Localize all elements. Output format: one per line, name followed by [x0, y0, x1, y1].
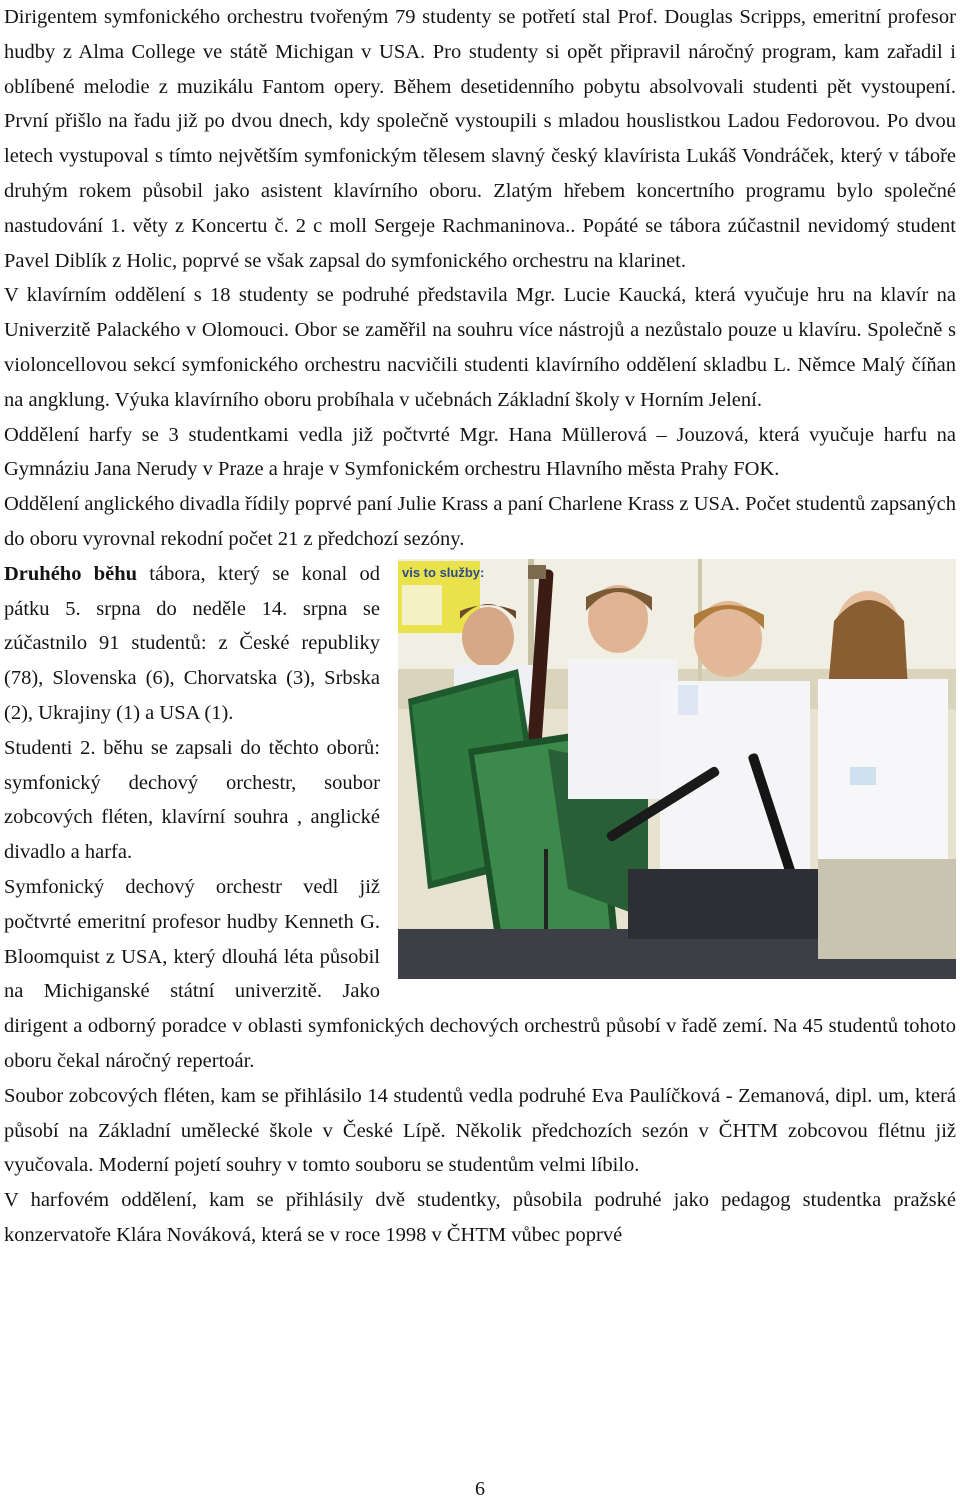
- sign-text: vis to služby:: [402, 564, 485, 580]
- document-page: [4, 0, 956, 1253]
- paragraph-harp-department: Oddělení harfy se 3 studentkami vedla již počtvrté Mgr. Hana Müllerová – Jouzová, která vyučuje harfu na Gymnáziu Jana Nerudy v Praze a hraje v Symfonickém orchestru Hlavního města Prahy FOK.: [4, 423, 956, 481]
- paragraph-piano-department: V klavírním oddělení s 18 studenty se podruhé představila Mgr. Lucie Kaucká, která vyučuje hru na klavír na Univerzitě Palackého v Olomouci. Obor se zaměřil na souhru více nástrojů a nezůstalo pouze u klavíru. Společně s violoncellovou sekcí symfonického orchestru nacvičili studenti klavírního oddělení skladbu L. Němce Malý číňan na angklung. Výuka klavírního oboru probíhala v učebnách Základní školy v Horním Jelení.: [4, 284, 956, 411]
- paragraph-english-theatre: Oddělení anglického divadla řídily poprvé paní Julie Krass a paní Charlene Krass z USA. Počet studentů zapsaných do oboru vyrovnal rekodní počet 21 z předchozí sezóny.: [4, 493, 956, 550]
- second-run-text: tábora, který se konal od pátku 5. srpna do neděle 14. srpna se zúčastnilo 91 studentů: z České republiky (78), Slovenska (6), Chorvatska (3), Srbska (2), Ukrajiny (1) a USA (1).: [4, 562, 380, 724]
- orchestra-photo: [398, 559, 956, 979]
- page-number: 6: [475, 1478, 485, 1500]
- paragraph-harp-section: V harfovém oddělení, kam se přihlásily dvě studentky, působila podruhé jako pedagog studentka pražské konzervatoře Klára Nováková, která se v roce 1998 v ČHTM vůbec poprvé: [4, 1189, 956, 1246]
- paragraph-recorder-ensemble: Soubor zobcových fléten, kam se přihlásilo 14 studentů vedla podruhé Eva Paulíčková - Zemanová, dipl. um, která působí na Základní umělecké škole v České Lípě. Několik předchozích sezón v ČHTM zobcovou flétnu již vyučovala. Moderní pojetí souhry v tomto souboru se studentům velmi líbilo.: [4, 1084, 956, 1177]
- second-run-heading: Druhého běhu: [4, 562, 138, 585]
- paragraph-second-run-fields: Studenti 2. běhu se zapsali do těchto oborů: symfonický dechový orchestr, soubor zobcových fléten, klavírní souhra , anglické divadlo a harfa.: [4, 736, 380, 864]
- paragraph-wind-orchestra: Symfonický dechový orchestr vedl již počtvrté emeritní profesor hudby Kenneth G. Bloomquist z USA, který dlouhá léta působil na Michiganské státní univerzitě. Jako dirigent a odborný poradce v oblasti symfonických dechových orchestrů působí v řadě zemí. Na 45 studentů tohoto oboru čekal náročný repertoár.: [4, 875, 956, 1072]
- paragraph-symphony-orchestra: Dirigentem symfonického orchestru tvořeným 79 studenty se potřetí stal Prof. Douglas Scripps, emeritní profesor hudby z Alma College ve státě Michigan v USA. Pro studenty si opět připravil náročný program, kam zařadil i oblíbené melodie z muzikálu Fantom opery. Během desetidenního pobytu absolvovali studenti pět vystoupení. První přišlo na řadu již po dvou dnech, kdy společně vystoupili s mladou houslistkou Ladou Fedorovou. Po dvou letech vystupoval s tímto největším symfonickým tělesem slavný český klavírista Lukáš Vondráček, který v táboře druhým rokem působil jako asistent klavírního oboru. Zlatým hřebem koncertního programu bylo společné nastudování 1. věty z Koncertu č. 2 c moll Sergeje Rachmaninova.. Popáté se tábora zúčastnil nevidomý student Pavel Diblík z Holic, poprvé se však zapsal do symfonického orchestru na klarinet.: [4, 6, 956, 272]
